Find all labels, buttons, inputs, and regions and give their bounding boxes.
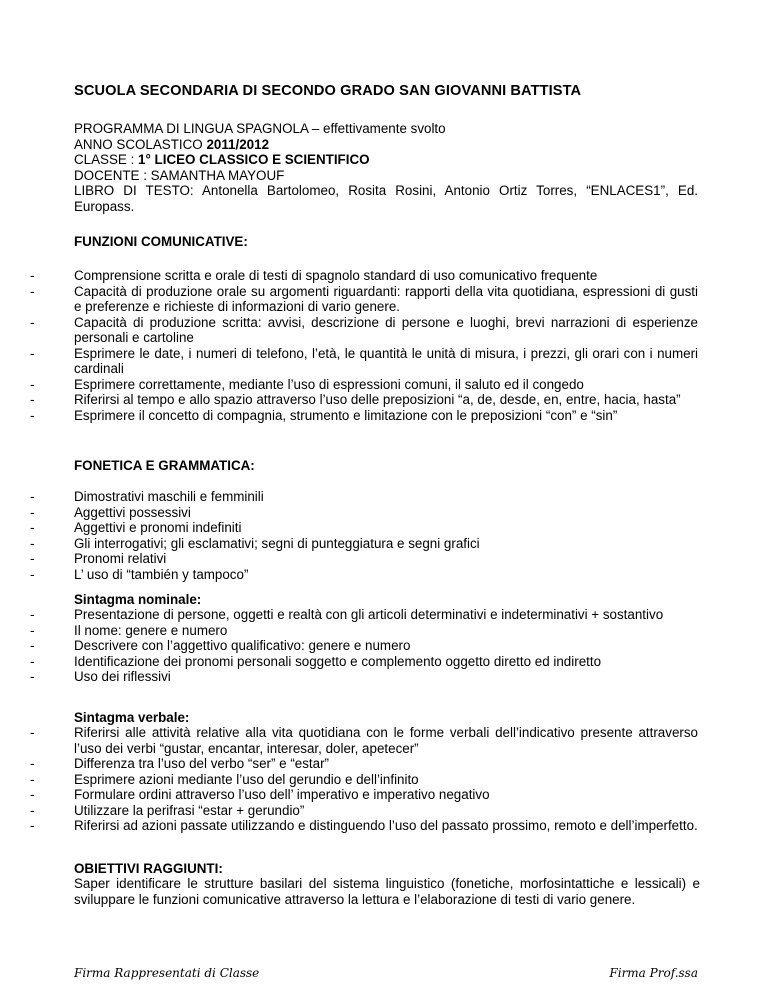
list-item: - Dimostrativi maschili e femminili [30,489,264,504]
list-item: - Identificazione dei pronomi personali soggetto e complemento oggetto diretto ed indiretto [30,653,602,669]
subheading-sintagma-nominale: Sintagma nominale: [74,592,202,607]
list-item: - Capacità di produzione scritta: avvisi, descrizione di persone e luoghi, brevi narrazioni di esperienze personali e cartoline [30,314,698,345]
list-item: - Utilizzare la perifrasi “estar + gerundio” [30,802,305,818]
list-item: - Esprimere le date, i numeri di telefono, l’età, le quantità le unità di misura, i prezzi, gli orari con i numeri cardinali [30,345,698,376]
list-item: - Uso dei riflessivi [30,669,171,684]
list-item: - Pronomi relativi [30,551,167,566]
list-item: - Capacità di produzione orale su argomenti riguardanti: rapporti della vita quotidiana, espressioni di gusti e preferenze e richieste di informazioni di vario genere. [30,283,698,314]
program-info [74,121,698,214]
list-item: - Aggettivi possessivi [30,504,191,520]
funzioni-list [30,268,698,423]
list-item: - Riferirsi alle attività relative alla vita quotidiana con le forme verbali dell’indicativo presente attraverso l’uso dei verbi “gustar, encantar, interesar, doler, apetecer” [30,725,698,756]
list-item: - Esprimere il concetto di compagnia, strumento e limitazione con le preposizioni “con” e “sin” [30,407,618,423]
list-item: - Comprensione scritta e orale di testi di spagnolo standard di uso comunicativo frequente [30,268,598,283]
section-heading-fonetica: FONETICA E GRAMMATICA: [74,458,255,473]
footer-signature-teacher: Firma Prof.ssa [609,966,698,980]
list-item: - Riferirsi al tempo e allo spazio attraverso l’uso delle preposizioni “a, de, desde, en, entre, hacia, hasta” [30,392,681,407]
subheading-sintagma-verbale: Sintagma verbale: [74,710,190,725]
list-item: - Esprimere correttamente, mediante l’uso di espressioni comuni, il saluto ed il congedo [30,376,584,392]
list-item: - Gli interrogativi; gli esclamativi; segni di punteggiatura e segni grafici [30,535,480,551]
class-value: 1° LICEO CLASSICO E SCIENTIFICO [138,152,370,167]
teacher-line: DOCENTE : SAMANTHA MAYOUF [74,167,285,183]
school-year: ANNO SCOLASTICO 2011/2012 [74,136,270,152]
program-title: PROGRAMMA DI LINGUA SPAGNOLA – effettivamente svolto [74,121,446,136]
school-title: SCUOLA SECONDARIA DI SECONDO GRADO SAN GIOVANNI BATTISTA [74,83,582,99]
list-item: - Riferirsi ad azioni passate utilizzando e distinguendo l’uso del passato prossimo, remoto e dell’imperfetto. [30,818,698,833]
footer-signature-class-reps: Firma Rappresentati di Classe [74,966,260,980]
list-item: - Il nome: genere e numero [30,622,228,638]
list-item: - Differenza tra l’uso del verbo “ser” e “estar” [30,756,330,771]
school-year-value: 2011/2012 [206,136,270,152]
list-item: - Presentazione di persone, oggetti e realtà con gli articoli determinativi e indeterminativi + sostantivo [30,607,664,622]
textbook-line: LIBRO DI TESTO: Antonella Bartolomeo, Rosita Rosini, Antonio Ortiz Torres, “ENLACES1”, Ed. Europass. [74,183,698,214]
section-heading-funzioni: FUNZIONI COMUNICATIVE: [74,234,248,249]
list-item: - L’ uso di “también y tampoco” [30,566,249,582]
list-item: - Formulare ordini attraverso l’uso dell’ imperativo e imperativo negativo [30,787,490,802]
class-line: CLASSE : 1° LICEO CLASSICO E SCIENTIFICO [74,152,370,167]
fonetica-list [30,489,698,582]
verbale-list [30,725,698,834]
section-heading-obiettivi: OBIETTIVI RAGGIUNTI: [74,861,223,876]
obiettivi-text: Saper identificare le strutture basilari del sistema linguistico (fonetiche, morfosintattiche e lessicali) e sviluppare le funzioni comunicative attraverso la lettura e l’elaborazione di testi di vario genere. [74,876,700,907]
list-item: - Descrivere con l’aggettivo qualificativo: genere e numero [30,638,411,653]
list-item: - Aggettivi e pronomi indefiniti [30,520,242,535]
nominale-list [30,607,698,685]
list-item: - Esprimere azioni mediante l’uso del gerundio e dell’infinito [30,771,419,787]
